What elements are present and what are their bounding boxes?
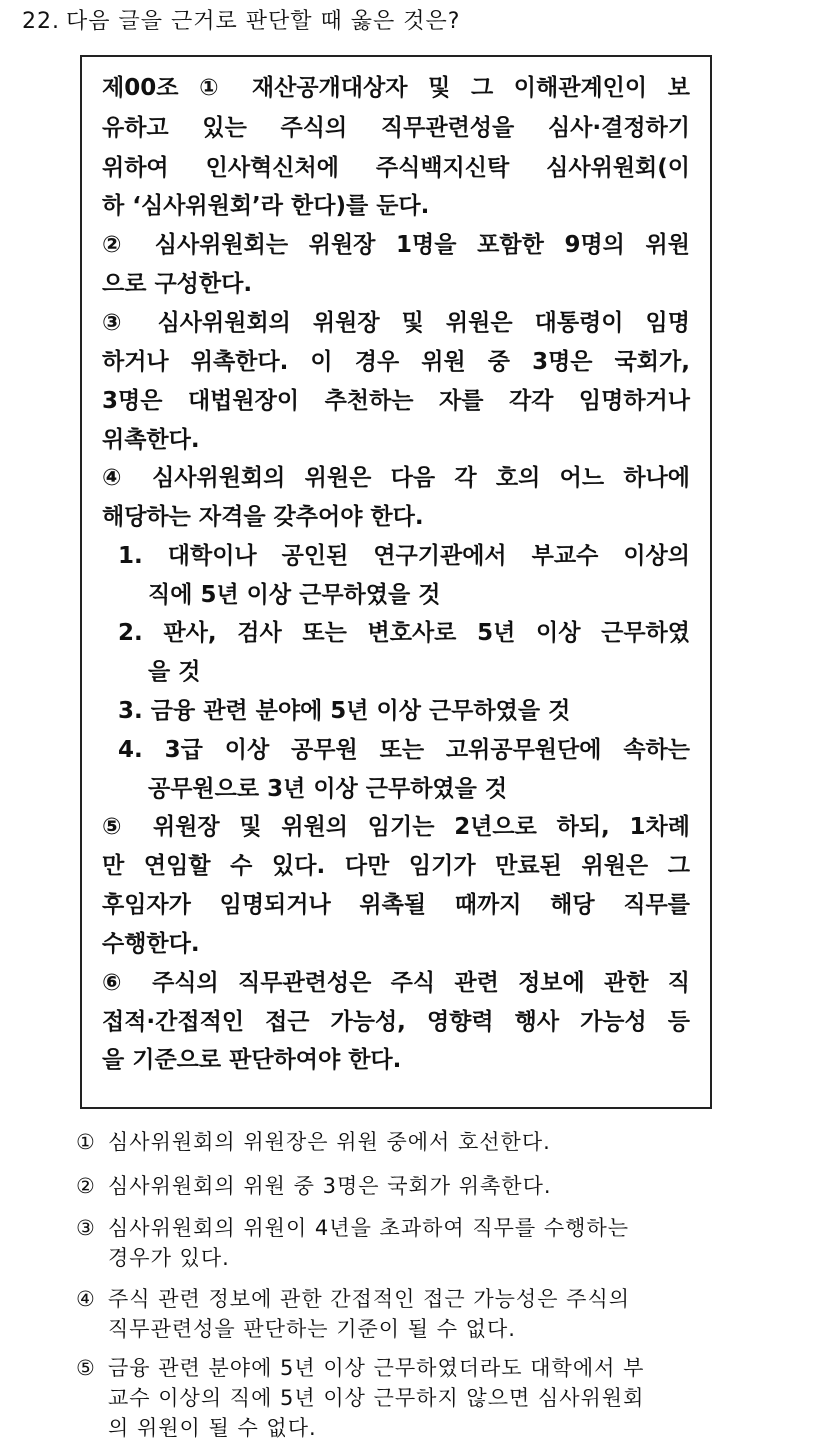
law-line: 만 연임할 수 있다. 다만 임기가 만료된 위원은 그 xyxy=(102,853,690,879)
question-number: 22. xyxy=(22,9,60,34)
choice-5[interactable] xyxy=(76,1353,776,1443)
law-line: 수행한다. xyxy=(102,931,200,957)
law-line: 공무원으로 3년 이상 근무하였을 것 xyxy=(148,776,508,802)
law-line: 으로 구성한다. xyxy=(102,271,253,297)
choice-2[interactable] xyxy=(76,1171,776,1201)
law-line: 직에 5년 이상 근무하였을 것 xyxy=(148,582,441,608)
choice-4[interactable] xyxy=(76,1284,776,1344)
law-line: 2. 판사, 검사 또는 변호사로 5년 이상 근무하였 xyxy=(118,620,690,646)
law-line: 4. 3급 이상 공무원 또는 고위공무원단에 속하는 xyxy=(118,737,690,763)
law-line: 1. 대학이나 공인된 연구기관에서 부교수 이상의 xyxy=(118,543,690,569)
choice-text: 의 위원이 될 수 없다. xyxy=(108,1416,317,1440)
law-line: ⑤ 위원장 및 위원의 임기는 2년으로 하되, 1차례 xyxy=(102,814,690,840)
choice-text: 교수 이상의 직에 5년 이상 근무하지 않으면 심사위원회 xyxy=(108,1386,645,1410)
choice-marker: ④ xyxy=(76,1287,96,1311)
law-line: 3명은 대법원장이 추천하는 자를 각각 임명하거나 xyxy=(102,388,690,414)
choice-marker: ③ xyxy=(76,1216,96,1240)
law-line: 위하여 인사혁신처에 주식백지신탁 심사위원회(이 xyxy=(102,155,690,181)
law-line: 을 기준으로 판단하여야 한다. xyxy=(102,1047,402,1073)
law-line: 을 것 xyxy=(148,659,201,685)
law-line: ② 심사위원회는 위원장 1명을 포함한 9명의 위원 xyxy=(102,232,690,258)
choice-text: 심사위원회의 위원이 4년을 초과하여 직무를 수행하는 xyxy=(108,1216,630,1240)
choice-marker: ② xyxy=(76,1174,96,1198)
law-line: 3. 금융 관련 분야에 5년 이상 근무하였을 것 xyxy=(118,698,571,724)
law-line: 제00조 ① 재산공개대상자 및 그 이해관계인이 보 xyxy=(102,75,690,101)
choice-marker: ① xyxy=(76,1130,96,1154)
choice-text: 심사위원회의 위원장은 위원 중에서 호선한다. xyxy=(108,1130,551,1154)
law-line: 하 ‘심사위원회’라 한다)를 둔다. xyxy=(102,193,430,219)
question-text: 다음 글을 근거로 판단할 때 옳은 것은? xyxy=(66,9,461,34)
law-text-box xyxy=(80,55,712,1109)
law-line: ④ 심사위원회의 위원은 다음 각 호의 어느 하나에 xyxy=(102,465,690,491)
choice-3[interactable] xyxy=(76,1213,776,1273)
law-line: 위촉한다. xyxy=(102,427,200,453)
choice-text: 경우가 있다. xyxy=(108,1246,230,1270)
law-line: 접적·간접적인 접근 가능성, 영향력 행사 가능성 등 xyxy=(102,1009,690,1035)
question-heading xyxy=(22,7,460,37)
choice-text: 주식 관련 정보에 관한 간접적인 접근 가능성은 주식의 xyxy=(108,1287,631,1311)
law-line: 하거나 위촉한다. 이 경우 위원 중 3명은 국회가, xyxy=(102,349,690,375)
choice-text: 직무관련성을 판단하는 기준이 될 수 없다. xyxy=(108,1317,516,1341)
law-line: 해당하는 자격을 갖추어야 한다. xyxy=(102,504,424,530)
choice-text: 금융 관련 분야에 5년 이상 근무하였더라도 대학에서 부 xyxy=(108,1356,645,1380)
law-line: 유하고 있는 주식의 직무관련성을 심사·결정하기 xyxy=(102,115,690,141)
choice-marker: ⑤ xyxy=(76,1356,96,1380)
choice-text: 심사위원회의 위원 중 3명은 국회가 위촉한다. xyxy=(108,1174,552,1198)
law-line: 후임자가 임명되거나 위촉될 때까지 해당 직무를 xyxy=(102,892,690,918)
law-line: ⑥ 주식의 직무관련성은 주식 관련 정보에 관한 직 xyxy=(102,970,690,996)
law-line: ③ 심사위원회의 위원장 및 위원은 대통령이 임명 xyxy=(102,310,690,336)
choice-1[interactable] xyxy=(76,1127,776,1157)
